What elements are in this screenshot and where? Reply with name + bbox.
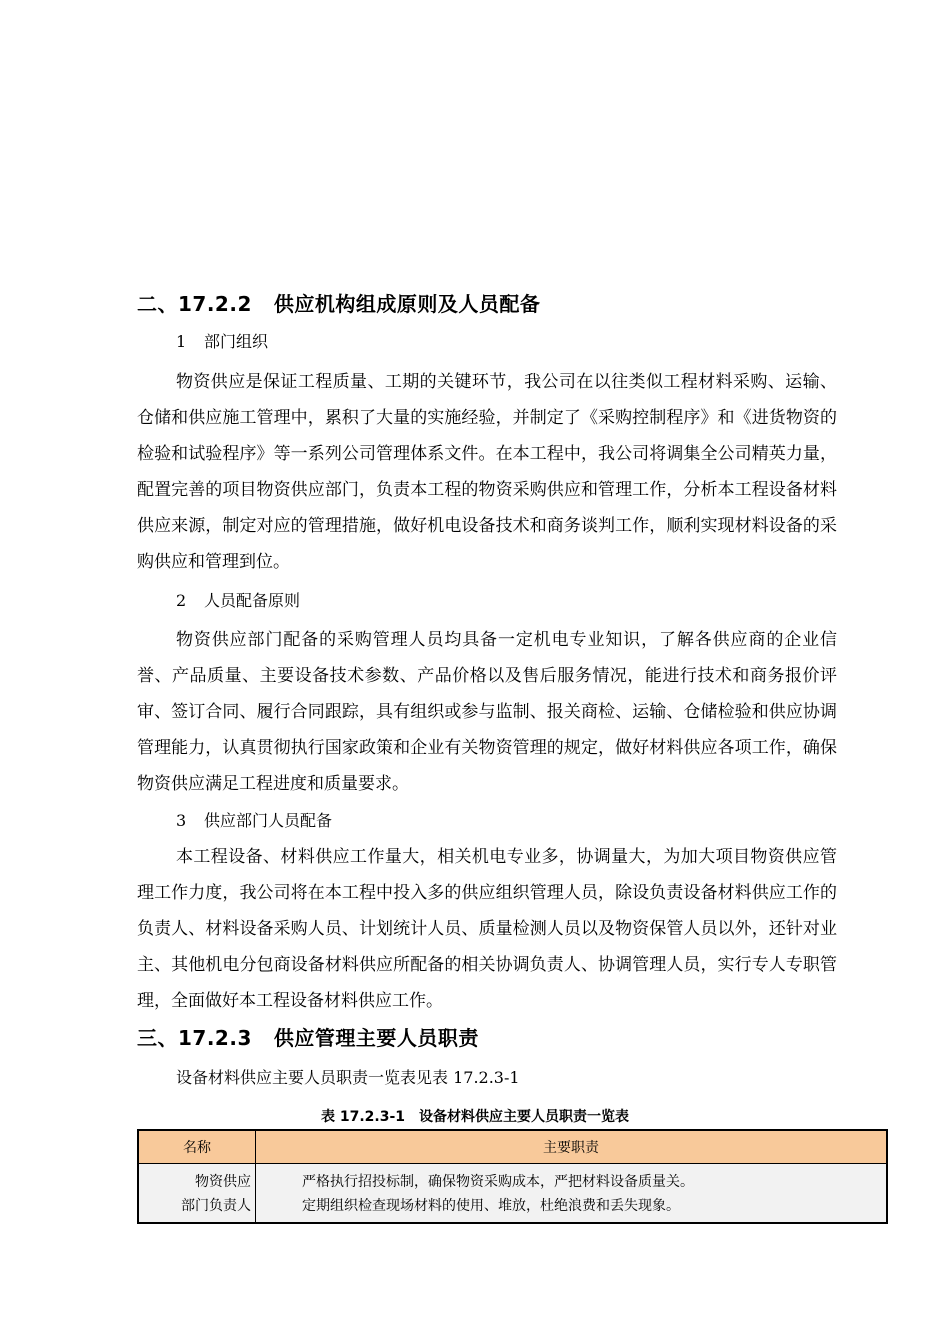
role-line: 部门负责人 [181, 1198, 251, 1214]
table-header-row [138, 1130, 887, 1164]
subheading-number: 2 [176, 591, 187, 610]
subheading-staffing-principles [176, 589, 300, 613]
section-title: 供应机构组成原则及人员配备 [273, 292, 541, 316]
table-cell-role [138, 1164, 256, 1224]
duty-line: 严格执行招投标制，确保物资采购成本，严把材料设备质量关。 [302, 1174, 694, 1190]
table-caption [0, 1106, 950, 1128]
duties-table [137, 1129, 888, 1224]
section-number: 三、17.2.3 [137, 1026, 252, 1050]
section-heading-17-2-2 [137, 290, 540, 318]
subheading-title: 供应部门人员配备 [204, 811, 333, 830]
table-caption-title: 设备材料供应主要人员职责一览表 [419, 1109, 630, 1125]
table-reference-line: 设备材料供应主要人员职责一览表见表 17.2.3-1 [176, 1068, 520, 1087]
table-row [138, 1164, 887, 1224]
role-line: 物资供应 [195, 1174, 251, 1190]
table-header-duties: 主要职责 [256, 1130, 888, 1164]
section-number: 二、17.2.2 [137, 292, 252, 316]
subheading-department-staffing [176, 809, 332, 833]
subheading-department-organization [176, 330, 268, 354]
paragraph-department-organization: 物资供应是保证工程质量、工期的关键环节，我公司在以往类似工程材料采购、运输、仓储和供应施工管理中，累积了大量的实施经验，并制定了《采购控制程序》和《进货物资的检验和试验程序》等一系列公司管理体系文件。在本工程中，我公司将调集全公司精英力量，配置完善的项目物资供应部门，负责本工程的物资采购供应和管理工作，分析本工程设备材料供应来源，制定对应的管理措施，做好机电设备技术和商务谈判工作，顺利实现材料设备的采购供应和管理到位。 [137, 372, 837, 572]
subheading-title: 人员配备原则 [204, 591, 301, 610]
table-header-name: 名称 [138, 1130, 256, 1164]
table-cell-duties [256, 1164, 888, 1224]
duty-line: 定期组织检查现场材料的使用、堆放，杜绝浪费和丢失现象。 [302, 1198, 680, 1214]
paragraph-department-staffing: 本工程设备、材料供应工作量大，相关机电专业多，协调量大，为加大项目物资供应管理工作力度，我公司将在本工程中投入多的供应组织管理人员，除设负责设备材料供应工作的负责人、材料设备采购人员、计划统计人员、质量检测人员以及物资保管人员以外，还针对业主、其他机电分包商设备材料供应所配备的相关协调负责人、协调管理人员，实行专人专职管理，全面做好本工程设备材料供应工作。 [137, 847, 837, 1011]
subheading-number: 1 [176, 332, 187, 351]
table-caption-number: 表 17.2.3-1 [320, 1109, 406, 1125]
paragraph-staffing-principles: 物资供应部门配备的采购管理人员均具备一定机电专业知识，了解各供应商的企业信誉、产品质量、主要设备技术参数、产品价格以及售后服务情况，能进行技术和商务报价评审、签订合同、履行合同跟踪，具有组织或参与监制、报关商检、运输、仓储检验和供应协调管理能力，认真贯彻执行国家政策和企业有关物资管理的规定，做好材料供应各项工作，确保物资供应满足工程进度和质量要求。 [137, 630, 837, 794]
subheading-title: 部门组织 [204, 332, 269, 351]
subheading-number: 3 [176, 811, 187, 830]
section-title: 供应管理主要人员职责 [273, 1026, 479, 1050]
section-heading-17-2-3 [137, 1024, 479, 1052]
